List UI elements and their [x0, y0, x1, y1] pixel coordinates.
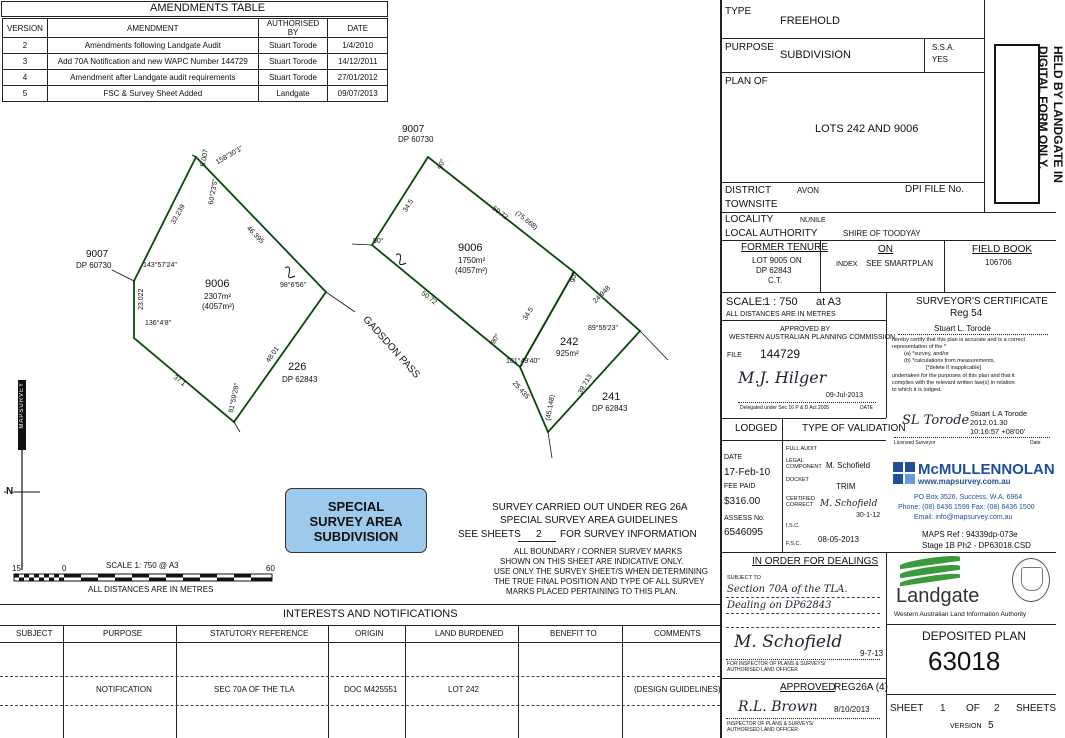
- amendments-title: AMENDMENTS TABLE: [150, 2, 266, 14]
- interests-header-benefit: BENEFIT TO: [550, 629, 597, 638]
- cert-date-label: Date: [1030, 440, 1041, 446]
- area-label-right: 1750m²: [458, 256, 486, 265]
- cert-text-line: representation of the *: [892, 344, 947, 350]
- dimension-label: 90°: [490, 333, 502, 346]
- interests-cell-comments: (DESIGN GUIDELINES): [634, 685, 721, 694]
- type-value: FREEHOLD: [780, 15, 840, 27]
- landgate-name: Landgate: [896, 585, 980, 607]
- dimension-label: 136°4'8": [145, 320, 172, 327]
- area-label-right-ha: (4057m²): [455, 266, 488, 275]
- scale-label: SCALE:: [726, 296, 766, 308]
- truncation-mark: [396, 254, 406, 265]
- approved-by-line-1: APPROVED BY: [780, 326, 831, 333]
- amend-cell: Stuart Torode: [258, 70, 328, 86]
- survey-note-sheet-number: 2: [536, 529, 542, 540]
- district-value: AVON: [797, 186, 820, 195]
- interests-header-origin: ORIGIN: [355, 629, 384, 638]
- assess-label: ASSESS No.: [724, 515, 765, 522]
- tenure-line-2: DP 62843: [756, 266, 792, 275]
- lot-label-9007-left: 9007: [86, 249, 109, 260]
- locality-label: LOCALITY: [725, 214, 774, 225]
- dimension-label: 34.5: [402, 198, 416, 214]
- lot-label-9006-right: 9006: [458, 242, 483, 254]
- lot-label-9006-left: 9006: [205, 278, 230, 290]
- survey-note-small-4: THE TRUE FINAL POSITION AND TYPE OF ALL SURVEY: [494, 577, 705, 586]
- in-order-line-2: Dealing on DP62843: [727, 600, 832, 611]
- mcmullen-name: McMULLENNOLAN: [918, 461, 1055, 478]
- file-label: FILE: [727, 352, 742, 359]
- local-authority-label: LOCAL AUTHORITY: [725, 228, 818, 239]
- interests-header-statutory: STATUTORY REFERENCE: [210, 629, 309, 638]
- plan-number: 63018: [928, 646, 1001, 676]
- interests-cell-statutory: SEC 70A OF THE TLA: [214, 685, 295, 694]
- scale-bar-note: ALL DISTANCES ARE IN METRES: [88, 585, 214, 594]
- special-box-line-2: SURVEY AREA: [309, 514, 403, 529]
- mcmullen-website: www.mapsurvey.com.au: [918, 477, 1011, 486]
- version-value: 5: [988, 720, 994, 731]
- sheet-label: SHEET: [890, 703, 924, 714]
- locality-value: NUNILE: [800, 217, 826, 224]
- amend-cell: Stuart Torode: [258, 54, 328, 70]
- approved-reg: REG26A (4): [834, 682, 888, 693]
- scale-bar-zero: 0: [62, 564, 67, 573]
- stage-ref: Stage 1B Ph2 - DP63018.CSD: [922, 541, 1031, 550]
- plan-of-value: LOTS 242 AND 9006: [815, 123, 919, 135]
- tenure-line-3: C.T.: [768, 276, 783, 285]
- wapc-signature: M.J. Hilger: [738, 368, 827, 387]
- licensed-surveyor-label: Licensed Surveyor: [894, 440, 936, 446]
- amend-cell: Amendment after Landgate audit requirements: [47, 70, 258, 86]
- wa-government-crest-icon: [1012, 558, 1050, 602]
- mcmullen-logo-icon: [893, 462, 915, 484]
- approved-by-line-2: WESTERN AUSTRALIAN PLANNING COMMISSION: [729, 334, 896, 341]
- cert-text-line: complies with the relevant written law(s) in relation: [892, 380, 1015, 386]
- survey-note-small-3: USE ONLY THE SURVEY SHEET/S WHEN DETERMINING: [494, 567, 708, 576]
- area-label-left: 2307m²: [204, 292, 232, 301]
- lodged-label: LODGED: [735, 423, 778, 434]
- file-value: 144729: [760, 347, 801, 361]
- amend-cell: Add 70A Notification and new WAPC Number 144729: [47, 54, 258, 70]
- purpose-label: PURPOSE: [725, 42, 774, 53]
- approved-label: APPROVED: [780, 682, 836, 693]
- north-arrow-text: MAPSURVEY: [19, 382, 25, 429]
- mcmullen-address: PO Box 3526, Success, W.A. 6964: [914, 494, 1023, 501]
- dimension-label: 46.395: [244, 225, 265, 246]
- survey-note-small-2: SHOWN ON THIS SHEET ARE INDICATIVE ONLY.: [500, 557, 684, 566]
- scale-note: ALL DISTANCES ARE IN METRES: [726, 311, 836, 318]
- townsite-label: TOWNSITE: [725, 199, 778, 210]
- docket-label: DOCKET: [786, 477, 809, 483]
- dp-label-241: DP 62843: [592, 404, 628, 413]
- tenure-line-1: LOT 9005 ON: [752, 256, 802, 265]
- scale-bar-right: 60: [266, 564, 275, 573]
- surveyor-name: Stuart L. Torode: [934, 324, 991, 333]
- inspector-label-2: INSPECTOR OF PLANS & SURVEYS/: [727, 721, 814, 727]
- dimension-label: 34.5: [522, 306, 536, 322]
- amend-cell: 14/12/2011: [328, 54, 388, 70]
- scale-bar-graphic: [14, 574, 272, 581]
- lodged-date-label: DATE: [724, 454, 743, 461]
- mcmullen-phone: Phone: (08) 6436 1599 Fax: (08) 6436 1500: [898, 504, 1035, 511]
- held-by-landgate-text: HELD BY LANDGATE IN DIGITAL FORM ONLY.: [1036, 46, 1065, 183]
- legal-component-label: LEGAL COMPONENT: [786, 458, 822, 470]
- approved-signature: R.L. Brown: [738, 699, 818, 715]
- surveyor-certificate-title: SURVEYOR'S CERTIFICATE: [916, 296, 1048, 307]
- ssa-value: YES: [932, 55, 949, 64]
- mcmullen-email: Email: info@mapsurvey.com.au: [914, 514, 1013, 521]
- inspector-label-2b: AUTHORISED LAND OFFICER: [727, 727, 798, 733]
- amend-cell: Landgate: [258, 86, 328, 102]
- amend-header-date: DATE: [328, 19, 388, 38]
- dp-label-9007-left: DP 60730: [76, 261, 112, 270]
- dimension-label: 23.022: [138, 288, 145, 310]
- amend-cell: FSC & Survey Sheet Added: [47, 86, 258, 102]
- dimension-label: 37.1: [171, 374, 187, 388]
- interests-header-comments: COMMENTS: [654, 629, 701, 638]
- area-label-242: 925m²: [556, 349, 579, 358]
- wapc-date: 09-Jul-2013: [826, 392, 863, 399]
- amend-header-amendment: AMENDMENT: [47, 19, 258, 38]
- amend-cell: 4: [3, 70, 48, 86]
- amend-cell: 1/4/2010: [328, 38, 388, 54]
- dp-label-9007-top: DP 60730: [398, 135, 434, 144]
- district-label: DISTRICT: [725, 185, 772, 196]
- dimension-label: 33.239: [170, 203, 187, 226]
- certified-signature: M. Schofield: [820, 499, 878, 509]
- surveyor-sig-time: 10:16:57 +08'00': [970, 427, 1026, 436]
- interests-title: INTERESTS AND NOTIFICATIONS: [283, 608, 458, 620]
- deposited-plan-label: DEPOSITED PLAN: [922, 629, 1027, 643]
- ssa-label: S.S.A.: [932, 43, 955, 52]
- dimension-label: 89°55'23": [588, 325, 618, 332]
- dimension-label: 90°: [437, 158, 448, 171]
- in-order-label: IN ORDER FOR DEALINGS: [752, 556, 879, 567]
- wapc-date-label: DATE: [860, 405, 873, 411]
- amend-cell: 09/07/2013: [328, 86, 388, 102]
- dimension-label: (75.668): [513, 210, 539, 232]
- lot-label-241: 241: [602, 391, 621, 403]
- dimension-label: 98°6'56": [280, 282, 307, 289]
- cert-text-line: (a) *survey, and/or: [904, 351, 949, 357]
- interests-header-land-burdened: LAND BURDENED: [435, 629, 504, 638]
- inspector-label-1b: AUTHORISED LAND OFFICER: [727, 667, 798, 673]
- dp-label-226: DP 62843: [282, 375, 318, 384]
- area-label-left-ha: (4057m²): [202, 302, 235, 311]
- amend-header-authorised: AUTHORISED BY: [258, 19, 328, 38]
- cert-text-line: hereby certify that this plan is accurate and is a correct: [892, 337, 1025, 343]
- scale-a3: at A3: [816, 296, 842, 308]
- approved-date: 8/10/2013: [834, 705, 870, 714]
- dimension-label: 25.435: [510, 380, 531, 401]
- held-by-landgate-block: [986, 38, 1065, 212]
- dpi-file-label: DPI FILE No.: [905, 184, 964, 195]
- interests-cell-origin: DOC M425551: [344, 685, 398, 694]
- delegated-note: Delegated under Sec 16 P & D Act 2005: [740, 405, 830, 411]
- sheet-value: 1: [940, 703, 946, 714]
- special-survey-area-box: [285, 488, 427, 553]
- dimension-label: 5.007: [200, 148, 210, 168]
- certified-correct-label: CERTIFIED CORRECT: [786, 496, 815, 508]
- amend-cell: Stuart Torode: [258, 38, 328, 54]
- former-tenure-label: FORMER TENURE: [741, 242, 829, 253]
- cert-text-line: (b) *calculations from measurements,: [904, 358, 996, 364]
- truncation-mark: [285, 267, 295, 278]
- amend-header-version: VERSION: [3, 19, 48, 38]
- dimension-label: 90°: [570, 271, 579, 284]
- lot-label-9007-top: 9007: [402, 124, 425, 135]
- fee-paid-label: FEE PAID: [724, 483, 756, 490]
- road-name: GADSDON PASS: [360, 314, 422, 381]
- scale-bar-label: SCALE 1: 750 @ A3: [106, 561, 179, 570]
- on-label: ON: [878, 244, 893, 255]
- index-label: INDEX: [836, 261, 858, 268]
- purpose-value: SUBDIVISION: [780, 49, 851, 61]
- surveyor-sig-date: 2012.01.30: [970, 418, 1008, 427]
- surveyor-certificate-reg: Reg 54: [950, 308, 983, 319]
- version-label: VERSION: [950, 723, 982, 730]
- landgate-subtitle: Western Australian Land Information Authority: [894, 611, 1027, 618]
- sheets-label: SHEETS: [1016, 703, 1057, 714]
- in-order-line-1: Section 70A of the TLA.: [727, 584, 848, 595]
- dimension-label: 50.72: [419, 290, 438, 307]
- special-box-line-1: SPECIAL: [327, 499, 385, 514]
- surveyor-signature: SL Torode: [902, 413, 970, 428]
- maps-ref: MAPS Ref : 94339dp-073e: [922, 530, 1018, 539]
- special-box-line-3: SUBDIVISION: [313, 529, 399, 544]
- dimension-label: 90°: [373, 238, 384, 245]
- surveyor-sig-name: Stuart L A Torode: [970, 409, 1028, 418]
- scale-bar-left: 15: [12, 564, 21, 573]
- full-audit-label: FULL AUDIT: [786, 446, 817, 452]
- assess-value: 6546095: [724, 527, 763, 538]
- dimension-label: 158°30'1": [215, 145, 245, 167]
- legal-component-value: M. Schofield: [826, 461, 871, 470]
- interests-header-purpose: PURPOSE: [103, 629, 143, 638]
- dimension-label: (45.148): [545, 394, 557, 422]
- field-book-value: 106706: [985, 258, 1012, 267]
- fsc-date: 08-05-2013: [818, 535, 859, 544]
- amend-cell: 5: [3, 86, 48, 102]
- survey-note-small-5: MARKS PLACED PERTAINING TO THIS PLAN.: [506, 587, 678, 596]
- local-authority-value: SHIRE OF TOODYAY: [843, 229, 921, 238]
- interests-cell-purpose: NOTIFICATION: [96, 685, 152, 694]
- cert-text-line: [*delete if inapplicable]: [926, 365, 982, 371]
- north-label: N: [6, 486, 14, 497]
- inspector-label-1: FOR INSPECTOR OF PLANS & SURVEYS/: [727, 661, 826, 667]
- amend-cell: Amendments following Landgate Audit: [47, 38, 258, 54]
- amend-cell: 27/01/2012: [328, 70, 388, 86]
- plan-of-label: PLAN OF: [725, 76, 768, 87]
- amend-cell: 2: [3, 38, 48, 54]
- survey-note-line-2: SPECIAL SURVEY AREA GUIDELINES: [500, 515, 678, 526]
- fsc-label: F.S.C.: [786, 541, 801, 547]
- dimension-label: 50.72: [490, 205, 509, 222]
- scale-value: 1 : 750: [764, 296, 798, 308]
- in-order-date: 9-7-13: [860, 649, 884, 658]
- isc-label: I.S.C.: [786, 523, 800, 529]
- dimension-label: 143°57'24": [143, 262, 177, 269]
- field-book-label: FIELD BOOK: [972, 244, 1033, 255]
- survey-note-see-sheets: SEE SHEETS: [458, 529, 521, 540]
- dimension-label: 24.948: [592, 284, 613, 305]
- fee-paid-value: $316.00: [724, 496, 761, 507]
- lodged-date: 17-Feb-10: [724, 467, 771, 478]
- in-order-signature: M. Schofield: [734, 632, 843, 652]
- interests-header-subject: SUBJECT: [16, 629, 53, 638]
- amend-cell: 3: [3, 54, 48, 70]
- dimension-label: 60°23'5": [208, 178, 220, 206]
- cert-text-line: to which it is lodged.: [892, 387, 942, 393]
- of-label: OF: [966, 703, 980, 714]
- type-label: TYPE: [725, 6, 752, 17]
- dimension-label: 81°59'28": [228, 382, 242, 414]
- survey-note-line-1: SURVEY CARRIED OUT UNDER REG 26A: [492, 502, 688, 513]
- lot-label-242: 242: [560, 336, 579, 348]
- index-value: SEE SMARTPLAN: [866, 259, 933, 268]
- cert-text-line: undertaken for the purposes of this plan and that it: [892, 373, 1015, 379]
- dimension-label: 101°49'40": [506, 358, 540, 365]
- lot-label-226: 226: [288, 361, 307, 373]
- subject-to-label: SUBJECT TO: [727, 575, 761, 581]
- interests-cell-land: LOT 242: [448, 685, 479, 694]
- certified-date: 30-1-12: [856, 512, 881, 519]
- type-of-validation-label: TYPE OF VALIDATION: [802, 423, 906, 434]
- landgate-logo-icon: [896, 556, 966, 584]
- survey-note-small-1: ALL BOUNDARY / CORNER SURVEY MARKS: [514, 547, 683, 556]
- dimension-label: 48.01: [265, 345, 281, 365]
- of-value: 2: [994, 703, 1000, 714]
- survey-note-for-info: FOR SURVEY INFORMATION: [560, 529, 697, 540]
- docket-value: TRIM: [836, 482, 856, 491]
- dimension-label: 39.713: [577, 373, 594, 396]
